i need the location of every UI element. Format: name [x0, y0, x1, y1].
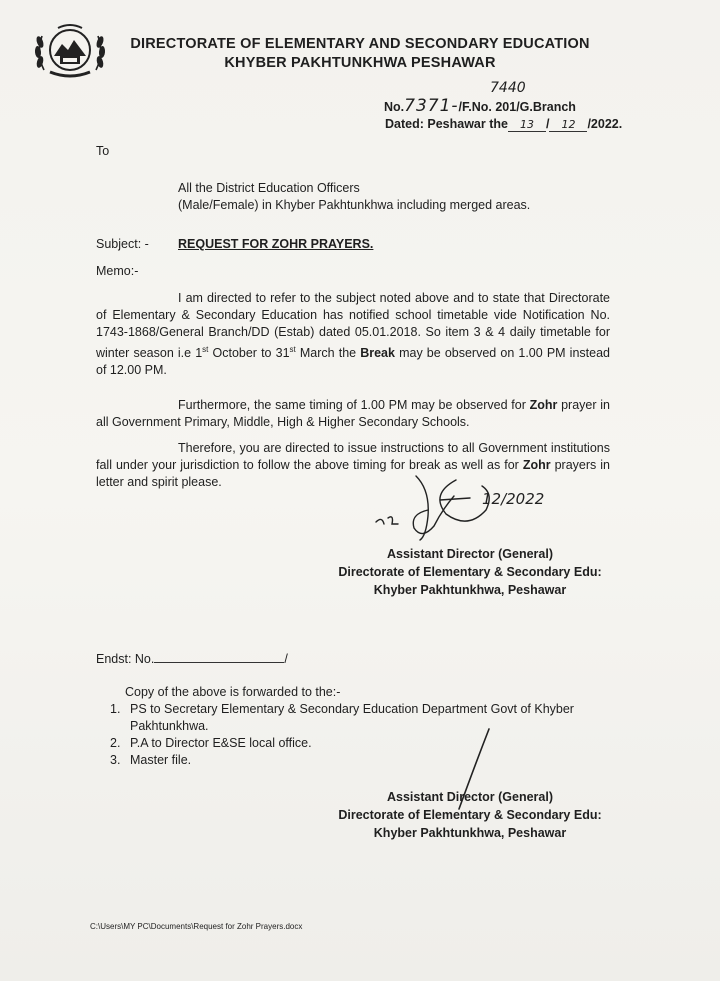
signature-2-title: Assistant Director (General) [386, 790, 554, 804]
signature-block-1 [320, 545, 620, 599]
header-line-2: KHYBER PAKHTUNKHWA PESHAWAR [224, 55, 496, 71]
p3-text-2: prayers in letter and spirit please. [96, 458, 610, 489]
dated-label: Dated: Peshawar the [385, 117, 508, 131]
list-item [110, 701, 590, 735]
signature-1-date: 12/2022 [482, 490, 545, 508]
body-paragraph-1 [96, 290, 610, 379]
list-item-text: Master file. [130, 753, 192, 767]
p1-text-3: March the [295, 346, 361, 361]
p3-bold-zohr: Zohr [522, 458, 551, 472]
copy-list [110, 701, 590, 769]
p3-text-1: Therefore, you are directed to issue instructions to all Government institutions fall under your jurisdiction to follow the above timing for break as well as for [96, 441, 610, 472]
list-item-number: 2. [110, 736, 121, 750]
list-item [110, 735, 590, 752]
reference-file-no: /F.No. 201/G.Branch [458, 100, 576, 114]
list-item-text: PS to Secretary Elementary & Secondary Education Department Govt of Khyber Pakhtunkhwa. [130, 702, 574, 733]
header-line-1: DIRECTORATE OF ELEMENTARY AND SECONDARY EDUCATION [130, 36, 590, 52]
p1-bold-break: Break [360, 346, 395, 361]
addressee-line-2: (Male/Female) in Khyber Pakhtunkhwa including merged areas. [178, 198, 531, 212]
p1-sup-1: st [202, 345, 209, 354]
reference-number [384, 80, 576, 116]
signature-2-org: Directorate of Elementary & Secondary Edu: [338, 808, 602, 822]
body-paragraph-2 [96, 397, 610, 431]
endorsement-line [96, 651, 288, 668]
p1-text-2: October to 31 [208, 346, 290, 361]
p1-sup-2: st [289, 345, 296, 354]
list-item-number: 3. [110, 753, 121, 767]
reference-date: Dated: Peshawar the 13 / 12 /2022. [385, 117, 623, 131]
p1-text-1: I am directed to refer to the subject noted above and to state that Directorate of Elementary & Secondary Education has notified school timetable vide Notification No. 1743-1868/General Branch/DD (Estab) dated 05.01.2018. So item 3 & 4 daily timetable for winter season i.e 1 [96, 291, 610, 361]
list-item-number: 1. [110, 702, 121, 716]
endst-suffix: / [284, 652, 288, 666]
date-day: 13 [508, 118, 546, 132]
signature-2-place: Khyber Pakhtunkhwa, Peshawar [373, 826, 567, 840]
endst-label: Endst: No. [96, 652, 155, 666]
to-label: To [96, 144, 110, 158]
list-item-text: P.A to Director E&SE local office. [130, 736, 312, 750]
p2-text-1: Furthermore, the same timing of 1.00 PM may be observed for [178, 398, 530, 412]
signature-1-title: Assistant Director (General) [386, 547, 554, 561]
p2-text-2: prayer in all Government Primary, Middle, High & Higher Secondary Schools. [96, 398, 610, 429]
provincial-emblem-icon [30, 20, 110, 84]
footer-file-path: C:\Users\MY PC\Documents\Request for Zohr Prayers.docx [90, 922, 303, 931]
addressee-line-1: All the District Education Officers [178, 181, 360, 195]
memo-label: Memo:- [96, 264, 139, 278]
reference-handwritten-upper: 7440 [490, 80, 526, 96]
subject-label: Subject: - [96, 237, 149, 251]
reference-handwritten-number: 7371- [404, 96, 459, 116]
date-year: /2022. [587, 117, 623, 131]
p1-text-4: may be observed on 1.00 PM instead of 12.00 PM. [96, 346, 610, 378]
list-item [110, 752, 590, 769]
addressee [178, 180, 530, 214]
signature-1 [370, 470, 570, 550]
p2-bold-zohr: Zohr [529, 398, 558, 412]
copy-intro: Copy of the above is forwarded to the:- [125, 685, 341, 699]
reference-no-label: No. [384, 100, 405, 114]
signature-1-place: Khyber Pakhtunkhwa, Peshawar [373, 583, 567, 597]
signature-block-2 [315, 788, 625, 842]
date-month: 12 [549, 118, 587, 132]
signature-1-org: Directorate of Elementary & Secondary Edu: [338, 565, 602, 579]
endst-blank [154, 662, 284, 663]
subject-text: REQUEST FOR ZOHR PRAYERS. [178, 237, 374, 251]
